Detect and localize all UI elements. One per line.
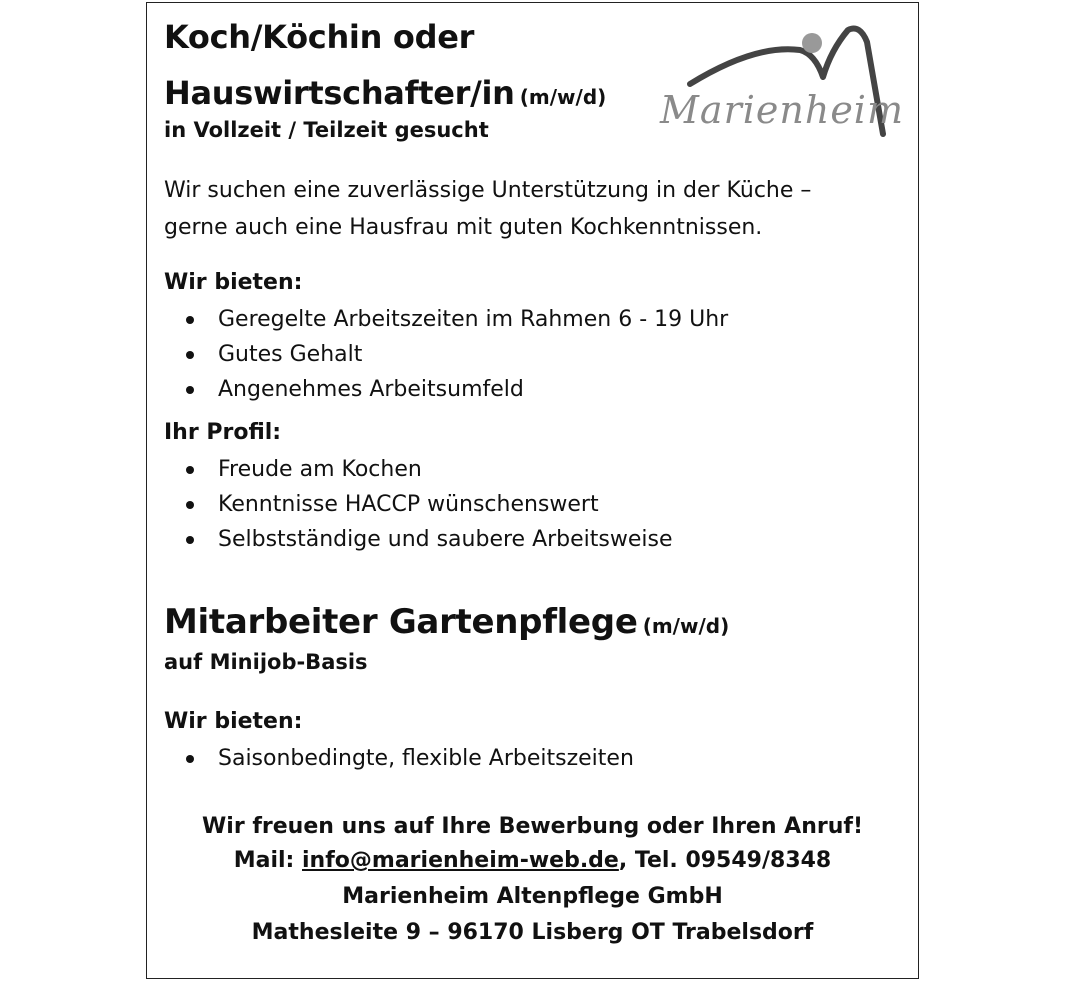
job2-title-wrap [164, 602, 729, 642]
list-item [182, 302, 728, 337]
footer-contact [146, 848, 919, 873]
bullet-icon [186, 536, 194, 544]
list-item-text: Gutes Gehalt [218, 342, 363, 367]
job1-offer-heading: Wir bieten: [164, 270, 303, 295]
job1-intro-line1: Wir suchen eine zuverlässige Unterstützung in der Küche – [164, 178, 812, 203]
logo-text: Marienheim [660, 88, 904, 132]
job2-title: Mitarbeiter Gartenpflege [164, 602, 638, 642]
bullet-icon [186, 466, 194, 474]
bullet-icon [186, 351, 194, 359]
job1-profile-heading: Ihr Profil: [164, 420, 282, 445]
job1-intro-line2: gerne auch eine Hausfrau mit guten Kochkenntnissen. [164, 215, 763, 240]
job1-title-line1: Koch/Köchin oder [164, 18, 475, 56]
job2-offer-heading: Wir bieten: [164, 709, 303, 734]
job2-offer-list [182, 741, 634, 776]
company-address: Mathesleite 9 – 96170 Lisberg OT Trabelsdorf [251, 920, 814, 945]
footer-line1: Wir freuen uns auf Ihre Bewerbung oder Ihren Anruf! [202, 814, 863, 839]
job2-gender-tag: (m/w/d) [642, 614, 730, 638]
job1-offer-list [182, 302, 728, 407]
job1-title-line2: Hauswirtschafter/in [164, 74, 515, 112]
phone: , Tel. 09549/8348 [618, 848, 832, 873]
bullet-icon [186, 501, 194, 509]
bullet-icon [186, 386, 194, 394]
list-item [182, 487, 673, 522]
company-name: Marienheim Altenpflege GmbH [342, 884, 723, 909]
list-item-text: Geregelte Arbeitszeiten im Rahmen 6 - 19 Uhr [218, 307, 729, 332]
list-item-text: Angenehmes Arbeitsumfeld [218, 377, 524, 402]
list-item [182, 741, 634, 776]
list-item-text: Freude am Kochen [218, 457, 422, 482]
list-item [182, 372, 728, 407]
mail-label: Mail: [233, 848, 303, 873]
email-link[interactable]: info@marienheim-web.de [302, 848, 619, 873]
bullet-icon [186, 316, 194, 324]
job1-title-line2-wrap [164, 74, 606, 112]
job1-profile-list [182, 452, 673, 557]
bullet-icon [186, 755, 194, 763]
job1-subtitle: in Vollzeit / Teilzeit gesucht [164, 118, 489, 142]
list-item-text: Selbstständige und saubere Arbeitsweise [218, 527, 673, 552]
list-item-text: Saisonbedingte, flexible Arbeitszeiten [218, 746, 634, 771]
list-item [182, 522, 673, 557]
list-item [182, 452, 673, 487]
job2-subtitle: auf Minijob-Basis [164, 650, 368, 674]
job1-gender-tag: (m/w/d) [519, 85, 607, 109]
list-item-text: Kenntnisse HACCP wünschenswert [218, 492, 599, 517]
list-item [182, 337, 728, 372]
